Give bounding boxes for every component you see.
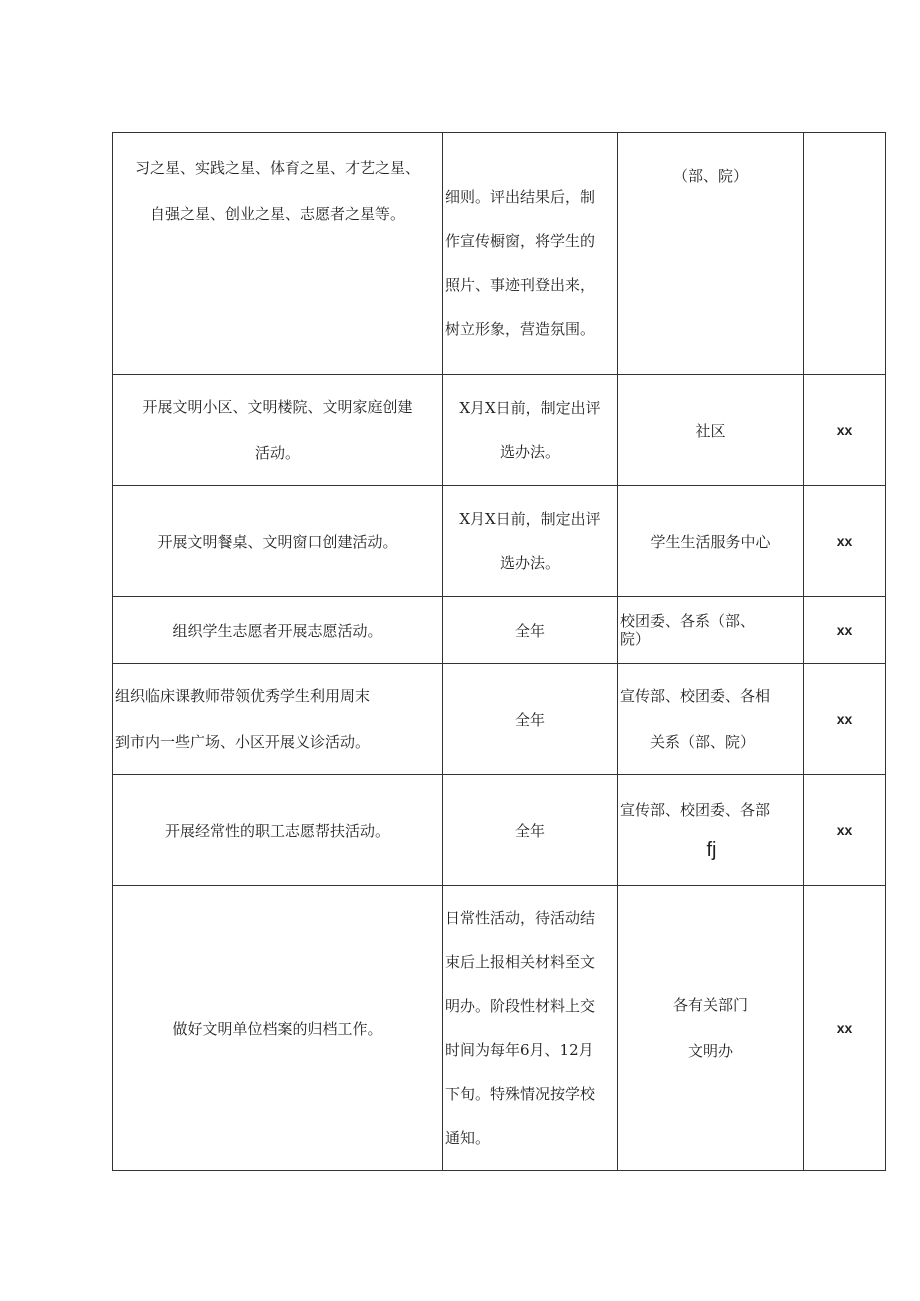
dept-line: （部、院）	[672, 167, 748, 185]
dept-line: 各有关部门	[672, 996, 748, 1014]
owner-cell	[804, 886, 886, 1171]
table-row	[113, 886, 886, 1171]
dept-line: 宣传部、校团委、各部	[620, 801, 771, 819]
content-line: 开展文明小区、文明楼院、文明家庭创建	[142, 398, 413, 416]
content-cell	[113, 597, 443, 664]
owner-value: xx	[836, 1020, 853, 1036]
timeline-cell	[443, 775, 618, 886]
timeline-cell	[443, 375, 618, 486]
owner-value: xx	[836, 822, 853, 838]
table-row	[113, 375, 886, 486]
dept-cell	[618, 886, 804, 1171]
timeline-line: 选办法。	[499, 443, 560, 461]
table-row	[113, 133, 886, 375]
content-line: 组织临床课教师带领优秀学生利用周末	[115, 687, 371, 705]
dept-cell	[618, 775, 804, 886]
timeline-line: 细则。评出结果后，制	[445, 188, 596, 206]
timeline-line: 全年	[514, 710, 545, 729]
timeline-line: X月X日前，制定出评	[459, 399, 601, 417]
timeline-cell	[443, 133, 618, 375]
table-row	[113, 486, 886, 597]
dept-line: 学生生活服务中心	[650, 532, 771, 551]
work-plan-table	[112, 132, 886, 1171]
table-row	[113, 664, 886, 775]
dept-line: 社区	[695, 421, 726, 440]
timeline-line: 束后上报相关材料至文	[445, 953, 596, 971]
timeline-line: 树立形象，营造氛围。	[445, 320, 596, 338]
timeline-cell	[443, 886, 618, 1171]
timeline-line: 明办。阶段性材料上交	[445, 997, 596, 1015]
dept-line: 院）	[620, 630, 651, 648]
timeline-line: 通知。	[445, 1129, 491, 1147]
dept-line: fj	[706, 839, 717, 861]
owner-cell	[804, 133, 886, 375]
owner-value: xx	[836, 533, 853, 549]
content-line: 开展经常性的职工志愿帮扶活动。	[164, 821, 390, 840]
timeline-cell	[443, 597, 618, 664]
content-line: 习之星、实践之星、体育之星、才艺之星、	[134, 159, 420, 177]
owner-value: xx	[836, 622, 853, 638]
owner-cell	[804, 597, 886, 664]
dept-line: 校团委、各系（部、	[620, 612, 756, 630]
content-line: 活动。	[254, 444, 300, 462]
dept-cell	[618, 375, 804, 486]
content-cell	[113, 375, 443, 486]
timeline-line: 全年	[514, 621, 545, 640]
timeline-line: 照片、事迹刊登出来，	[445, 276, 596, 294]
dept-cell	[618, 664, 804, 775]
timeline-cell	[443, 486, 618, 597]
dept-line: 关系（部、院）	[650, 733, 756, 751]
dept-cell	[618, 597, 804, 664]
owner-cell	[804, 375, 886, 486]
content-cell	[113, 775, 443, 886]
owner-cell	[804, 486, 886, 597]
content-line: 到市内一些广场、小区开展义诊活动。	[115, 733, 371, 751]
timeline-cell	[443, 664, 618, 775]
timeline-line: 作宣传橱窗，将学生的	[445, 232, 596, 250]
content-line: 组织学生志愿者开展志愿活动。	[172, 621, 383, 640]
timeline-line: 全年	[514, 821, 545, 840]
timeline-line: 选办法。	[499, 554, 560, 572]
timeline-line: 时间为每年6月、12月	[445, 1041, 594, 1059]
content-cell	[113, 664, 443, 775]
content-cell	[113, 886, 443, 1171]
content-line: 开展文明餐桌、文明窗口创建活动。	[157, 532, 398, 551]
dept-line: 文明办	[687, 1042, 733, 1060]
content-line: 做好文明单位档案的归档工作。	[172, 1019, 383, 1038]
owner-value: xx	[836, 711, 853, 727]
timeline-line: X月X日前，制定出评	[459, 510, 601, 528]
owner-value: xx	[836, 422, 853, 438]
owner-cell	[804, 775, 886, 886]
owner-cell	[804, 664, 886, 775]
table-row	[113, 597, 886, 664]
timeline-line: 日常性活动，待活动结	[445, 909, 596, 927]
dept-cell	[618, 486, 804, 597]
timeline-line: 下旬。特殊情况按学校	[445, 1085, 596, 1103]
table-row	[113, 775, 886, 886]
content-cell	[113, 133, 443, 375]
content-line: 自强之星、创业之星、志愿者之星等。	[149, 205, 405, 223]
dept-cell	[618, 133, 804, 375]
dept-line: 宣传部、校团委、各相	[620, 687, 771, 705]
content-cell	[113, 486, 443, 597]
